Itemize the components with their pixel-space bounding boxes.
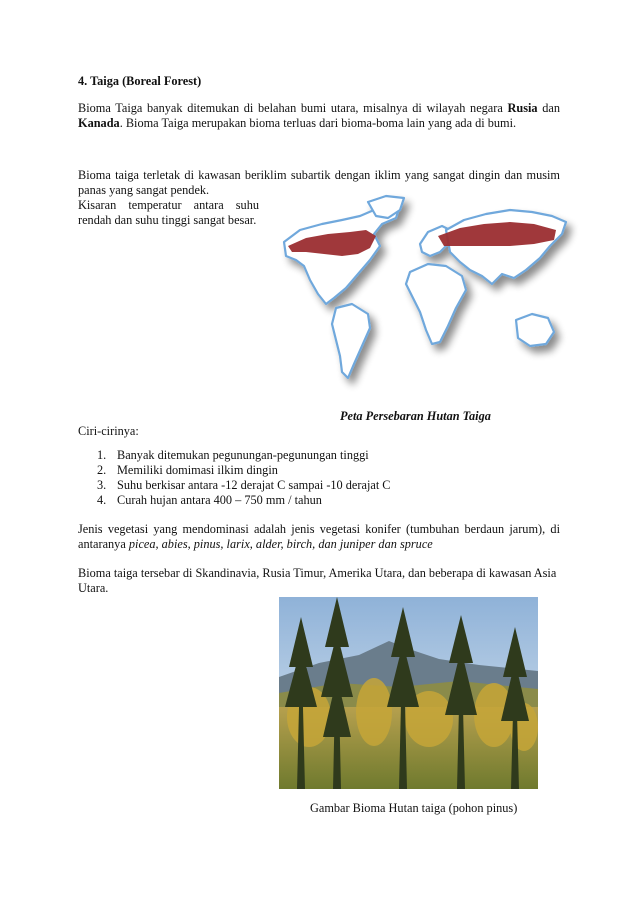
p1-kanada: Kanada: [78, 116, 120, 130]
paragraph-temperature: Kisaran temperatur antara suhu rendah dan suhu tinggi sangat besar.: [78, 198, 259, 227]
paragraph-vegetation: [78, 522, 560, 552]
p1-rusia: Rusia: [507, 101, 538, 115]
australia-shape: [516, 314, 554, 346]
paragraph-climate: Bioma taiga terletak di kawasan beriklim subartik dengan iklim yang sangat dingin dan musim panas yang sangat pendek.: [78, 168, 560, 197]
p3-text: Jenis vegetasi yang mendominasi adalah jenis vegetasi konifer (tumbuhan berdaun jarum), di antaranya: [78, 522, 560, 551]
south-america-shape: [332, 304, 370, 378]
list-text: Banyak ditemukan pegunungan-pegunungan tinggi: [117, 448, 369, 462]
list-item: [78, 493, 558, 508]
list-number: 1.: [97, 448, 107, 462]
list-item: [78, 448, 558, 463]
taiga-forest-photo: [279, 597, 538, 789]
africa-shape: [406, 264, 466, 344]
larch-foliage: [356, 678, 392, 746]
paragraph-intro: [78, 101, 560, 131]
list-text: Curah hujan antara 400 – 750 mm / tahun: [117, 493, 322, 507]
list-number: 3.: [97, 478, 107, 492]
map-caption: Peta Persebaran Hutan Taiga: [340, 409, 491, 423]
list-text: Suhu berkisar antara -12 derajat C sampai -10 derajat C: [117, 478, 391, 492]
section-heading: 4. Taiga (Boreal Forest): [78, 74, 202, 88]
list-item: [78, 478, 558, 493]
p1-text-b: . Bioma Taiga merupakan bioma terluas dari bioma-boma lain yang ada di bumi.: [119, 116, 517, 130]
world-map-graphic: [270, 190, 580, 405]
forest-caption: Gambar Bioma Hutan taiga (pohon pinus): [310, 801, 518, 815]
paragraph-distribution: Bioma taiga tersebar di Skandinavia, Rusia Timur, Amerika Utara, dan beberapa di kawasan Asia Utara.: [78, 566, 557, 595]
list-number: 4.: [97, 493, 107, 507]
p1-text-dan: dan: [537, 101, 560, 115]
list-text: Memiliki domimasi ilkim dingin: [117, 463, 278, 477]
list-number: 2.: [97, 463, 107, 477]
taiga-world-map: [270, 190, 580, 405]
characteristics-title: Ciri-cirinya:: [78, 424, 139, 438]
p3-species: picea, abies, pinus, larix, alder, birch, dan juniper dan spruce: [128, 537, 433, 551]
p1-text-a: Bioma Taiga banyak ditemukan di belahan bumi utara, misalnya di wilayah negara: [78, 101, 508, 115]
list-item: [78, 463, 558, 478]
asia-shape: [446, 210, 566, 284]
characteristics-list: [78, 448, 558, 508]
forest-illustration: [279, 597, 538, 789]
